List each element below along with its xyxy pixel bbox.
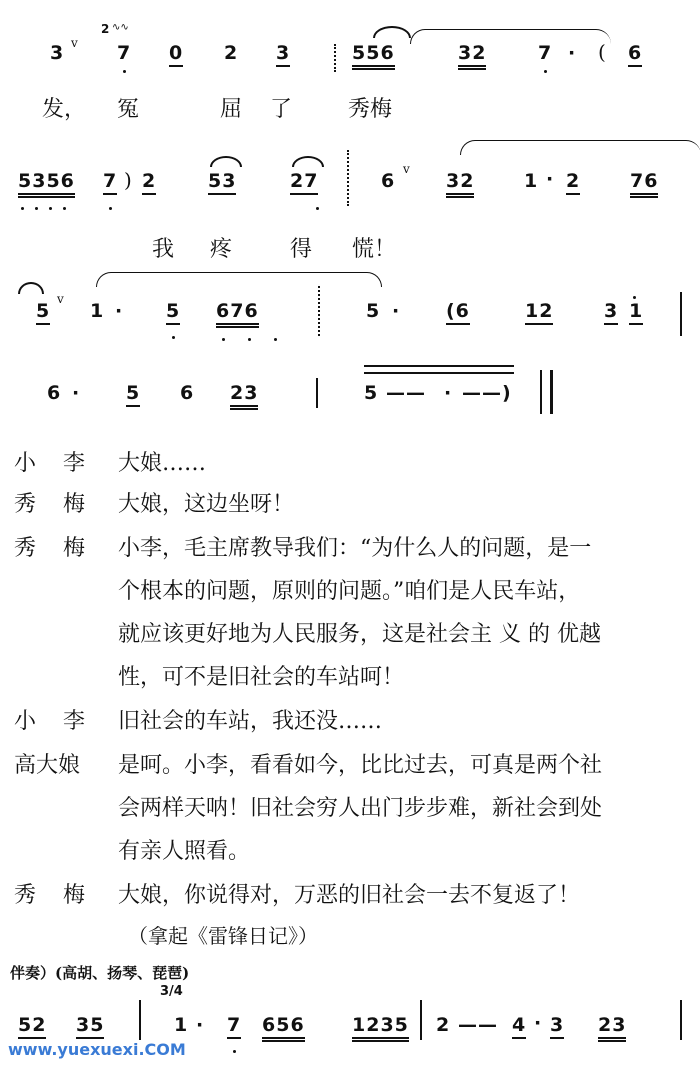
note-group: 23 xyxy=(598,1014,626,1042)
note: 2 xyxy=(224,42,239,64)
aug-dot: · xyxy=(534,1012,543,1034)
note: 5 xyxy=(366,300,381,322)
note: 1 xyxy=(174,1014,189,1036)
aug-dot: · xyxy=(444,382,453,404)
watermark-text: yuexuexi.COM xyxy=(57,1040,186,1059)
note: 2 xyxy=(436,1014,451,1036)
note: 5 xyxy=(166,300,180,325)
note-group: 1235 xyxy=(352,1014,409,1042)
slur xyxy=(210,156,242,167)
stage-direction: （拿起《雷锋日记》） xyxy=(128,924,318,948)
tie-line xyxy=(364,365,514,367)
accompaniment-label: 伴奏）(高胡、扬琴、琵琶) xyxy=(10,964,190,982)
low-dot xyxy=(544,70,547,73)
dialogue-line: 就应该更好地为人民服务，这是社会主 义 的 优越 xyxy=(118,622,601,647)
note-group: 12 xyxy=(525,300,553,325)
note: 6 xyxy=(381,170,396,192)
low-dot xyxy=(63,207,66,210)
slur xyxy=(18,282,44,294)
note: 6 xyxy=(47,382,62,404)
note: 6 xyxy=(628,42,642,67)
aug-dot: · xyxy=(546,168,555,190)
lyric: 秀梅 xyxy=(348,97,393,122)
dash: —— xyxy=(386,382,426,404)
watermark-prefix: www. xyxy=(8,1040,58,1059)
time-signature: 3/4 xyxy=(160,984,183,999)
aug-dot: · xyxy=(196,1014,205,1036)
lyric: 屈 xyxy=(220,97,243,122)
dialogue-line: 大娘，你说得对，万恶的旧社会一去不复返了！ xyxy=(118,883,581,908)
note-group: 676 xyxy=(216,300,259,328)
speaker: 小 李 xyxy=(14,451,95,476)
note: 6 xyxy=(180,382,195,404)
lyric: 发， xyxy=(42,97,87,122)
note-group: 76 xyxy=(630,170,658,198)
note-group: 656 xyxy=(262,1014,305,1042)
lyric: 我 xyxy=(152,237,175,262)
aug-dot: · xyxy=(392,300,401,322)
low-dot xyxy=(274,338,277,341)
dash: ——) xyxy=(462,382,512,404)
speaker: 秀 梅 xyxy=(14,536,95,561)
note: 1 xyxy=(90,300,105,322)
aug-dot: · xyxy=(115,300,124,322)
note: 7 xyxy=(103,170,117,195)
note-group: 5356 xyxy=(18,170,75,198)
grace-note: 2 xyxy=(101,22,110,36)
note: 1 xyxy=(629,300,643,325)
note-group: 27 xyxy=(290,170,318,195)
note: 5 xyxy=(364,382,379,404)
phrase-slur xyxy=(96,272,382,287)
note: 2 xyxy=(566,170,580,195)
note: 3 xyxy=(550,1014,564,1039)
low-dot xyxy=(21,207,24,210)
dialogue-line: 旧社会的车站，我还没…… xyxy=(118,709,383,734)
low-dot xyxy=(123,70,126,73)
bar-line xyxy=(318,286,320,336)
note-group: 52 xyxy=(18,1014,46,1039)
lyric: 慌！ xyxy=(352,237,397,262)
speaker: 小 李 xyxy=(14,709,95,734)
lyric: 得 xyxy=(290,237,313,262)
low-dot xyxy=(49,207,52,210)
phrase-slur xyxy=(410,29,611,44)
note: 1 xyxy=(524,170,539,192)
end-bar-line xyxy=(550,370,553,414)
paren: ( xyxy=(598,40,606,64)
dialogue-line: 有亲人照看。 xyxy=(118,839,251,864)
dialogue-line: 大娘，这边坐呀！ xyxy=(118,492,295,517)
breath-mark: v xyxy=(403,162,410,176)
bar-line xyxy=(139,1000,141,1040)
dialogue-line: 大娘…… xyxy=(118,451,207,476)
lyric: 了 xyxy=(270,97,293,122)
bar-line xyxy=(540,370,542,414)
speaker: 高大娘 xyxy=(14,753,81,778)
dialogue-line: 会两样天呐！旧社会穷人出门步步难，新社会到处 xyxy=(118,796,603,821)
bar-line xyxy=(680,292,682,336)
note: (6 xyxy=(446,300,470,325)
lyric: 冤 xyxy=(117,97,140,122)
watermark xyxy=(8,1040,186,1059)
note: 0 xyxy=(169,42,183,67)
aug-dot: · xyxy=(72,382,81,404)
note: 5 xyxy=(36,300,50,325)
breath-mark: v xyxy=(57,292,64,306)
breath-mark: v xyxy=(71,36,78,50)
note-group: 23 xyxy=(230,382,258,410)
note-group: 53 xyxy=(208,170,236,195)
slur xyxy=(373,26,411,38)
low-dot xyxy=(222,338,225,341)
note: 7 xyxy=(227,1014,241,1039)
dialogue-line: 小李，毛主席教导我们：“为什么人的问题，是一 xyxy=(118,536,592,561)
note: 3 xyxy=(604,300,618,325)
bar-line xyxy=(347,150,349,206)
high-dot xyxy=(633,296,636,299)
note: 5 xyxy=(126,382,140,407)
note: 2 xyxy=(142,170,156,195)
note: 3 xyxy=(276,42,290,67)
low-dot xyxy=(172,336,175,339)
low-dot xyxy=(316,207,319,210)
note-group: 32 xyxy=(446,170,474,198)
phrase-slur xyxy=(460,140,700,155)
bar-line xyxy=(420,1000,422,1040)
speaker: 秀 梅 xyxy=(14,492,95,517)
note: 3 xyxy=(50,42,65,64)
note: 7 xyxy=(538,42,553,64)
note: 7 xyxy=(117,42,132,64)
note: 4 xyxy=(512,1014,526,1039)
slur xyxy=(292,156,324,167)
low-dot xyxy=(35,207,38,210)
low-dot xyxy=(248,338,251,341)
dialogue-line: 个根本的问题，原则的问题。”咱们是人民车站， xyxy=(118,579,581,604)
low-dot xyxy=(109,207,112,210)
low-dot xyxy=(233,1050,236,1053)
speaker: 秀 梅 xyxy=(14,883,95,908)
paren: ) xyxy=(124,168,132,192)
note-group: 32 xyxy=(458,42,486,70)
lyric: 疼 xyxy=(210,237,233,262)
dash: —— xyxy=(458,1014,498,1036)
dialogue-line: 性，可不是旧社会的车站呵！ xyxy=(118,665,405,690)
bar-line xyxy=(680,1000,682,1040)
dialogue-line: 是呵。小李，看看如今，比比过去，可真是两个社 xyxy=(118,753,603,778)
bar-line xyxy=(334,44,336,72)
note-group: 556 xyxy=(352,42,395,70)
aug-dot: · xyxy=(568,42,577,64)
trill-mark: ∿∿ xyxy=(112,22,129,33)
tie-line xyxy=(364,372,514,374)
note-group: 35 xyxy=(76,1014,104,1039)
bar-line xyxy=(316,378,318,408)
